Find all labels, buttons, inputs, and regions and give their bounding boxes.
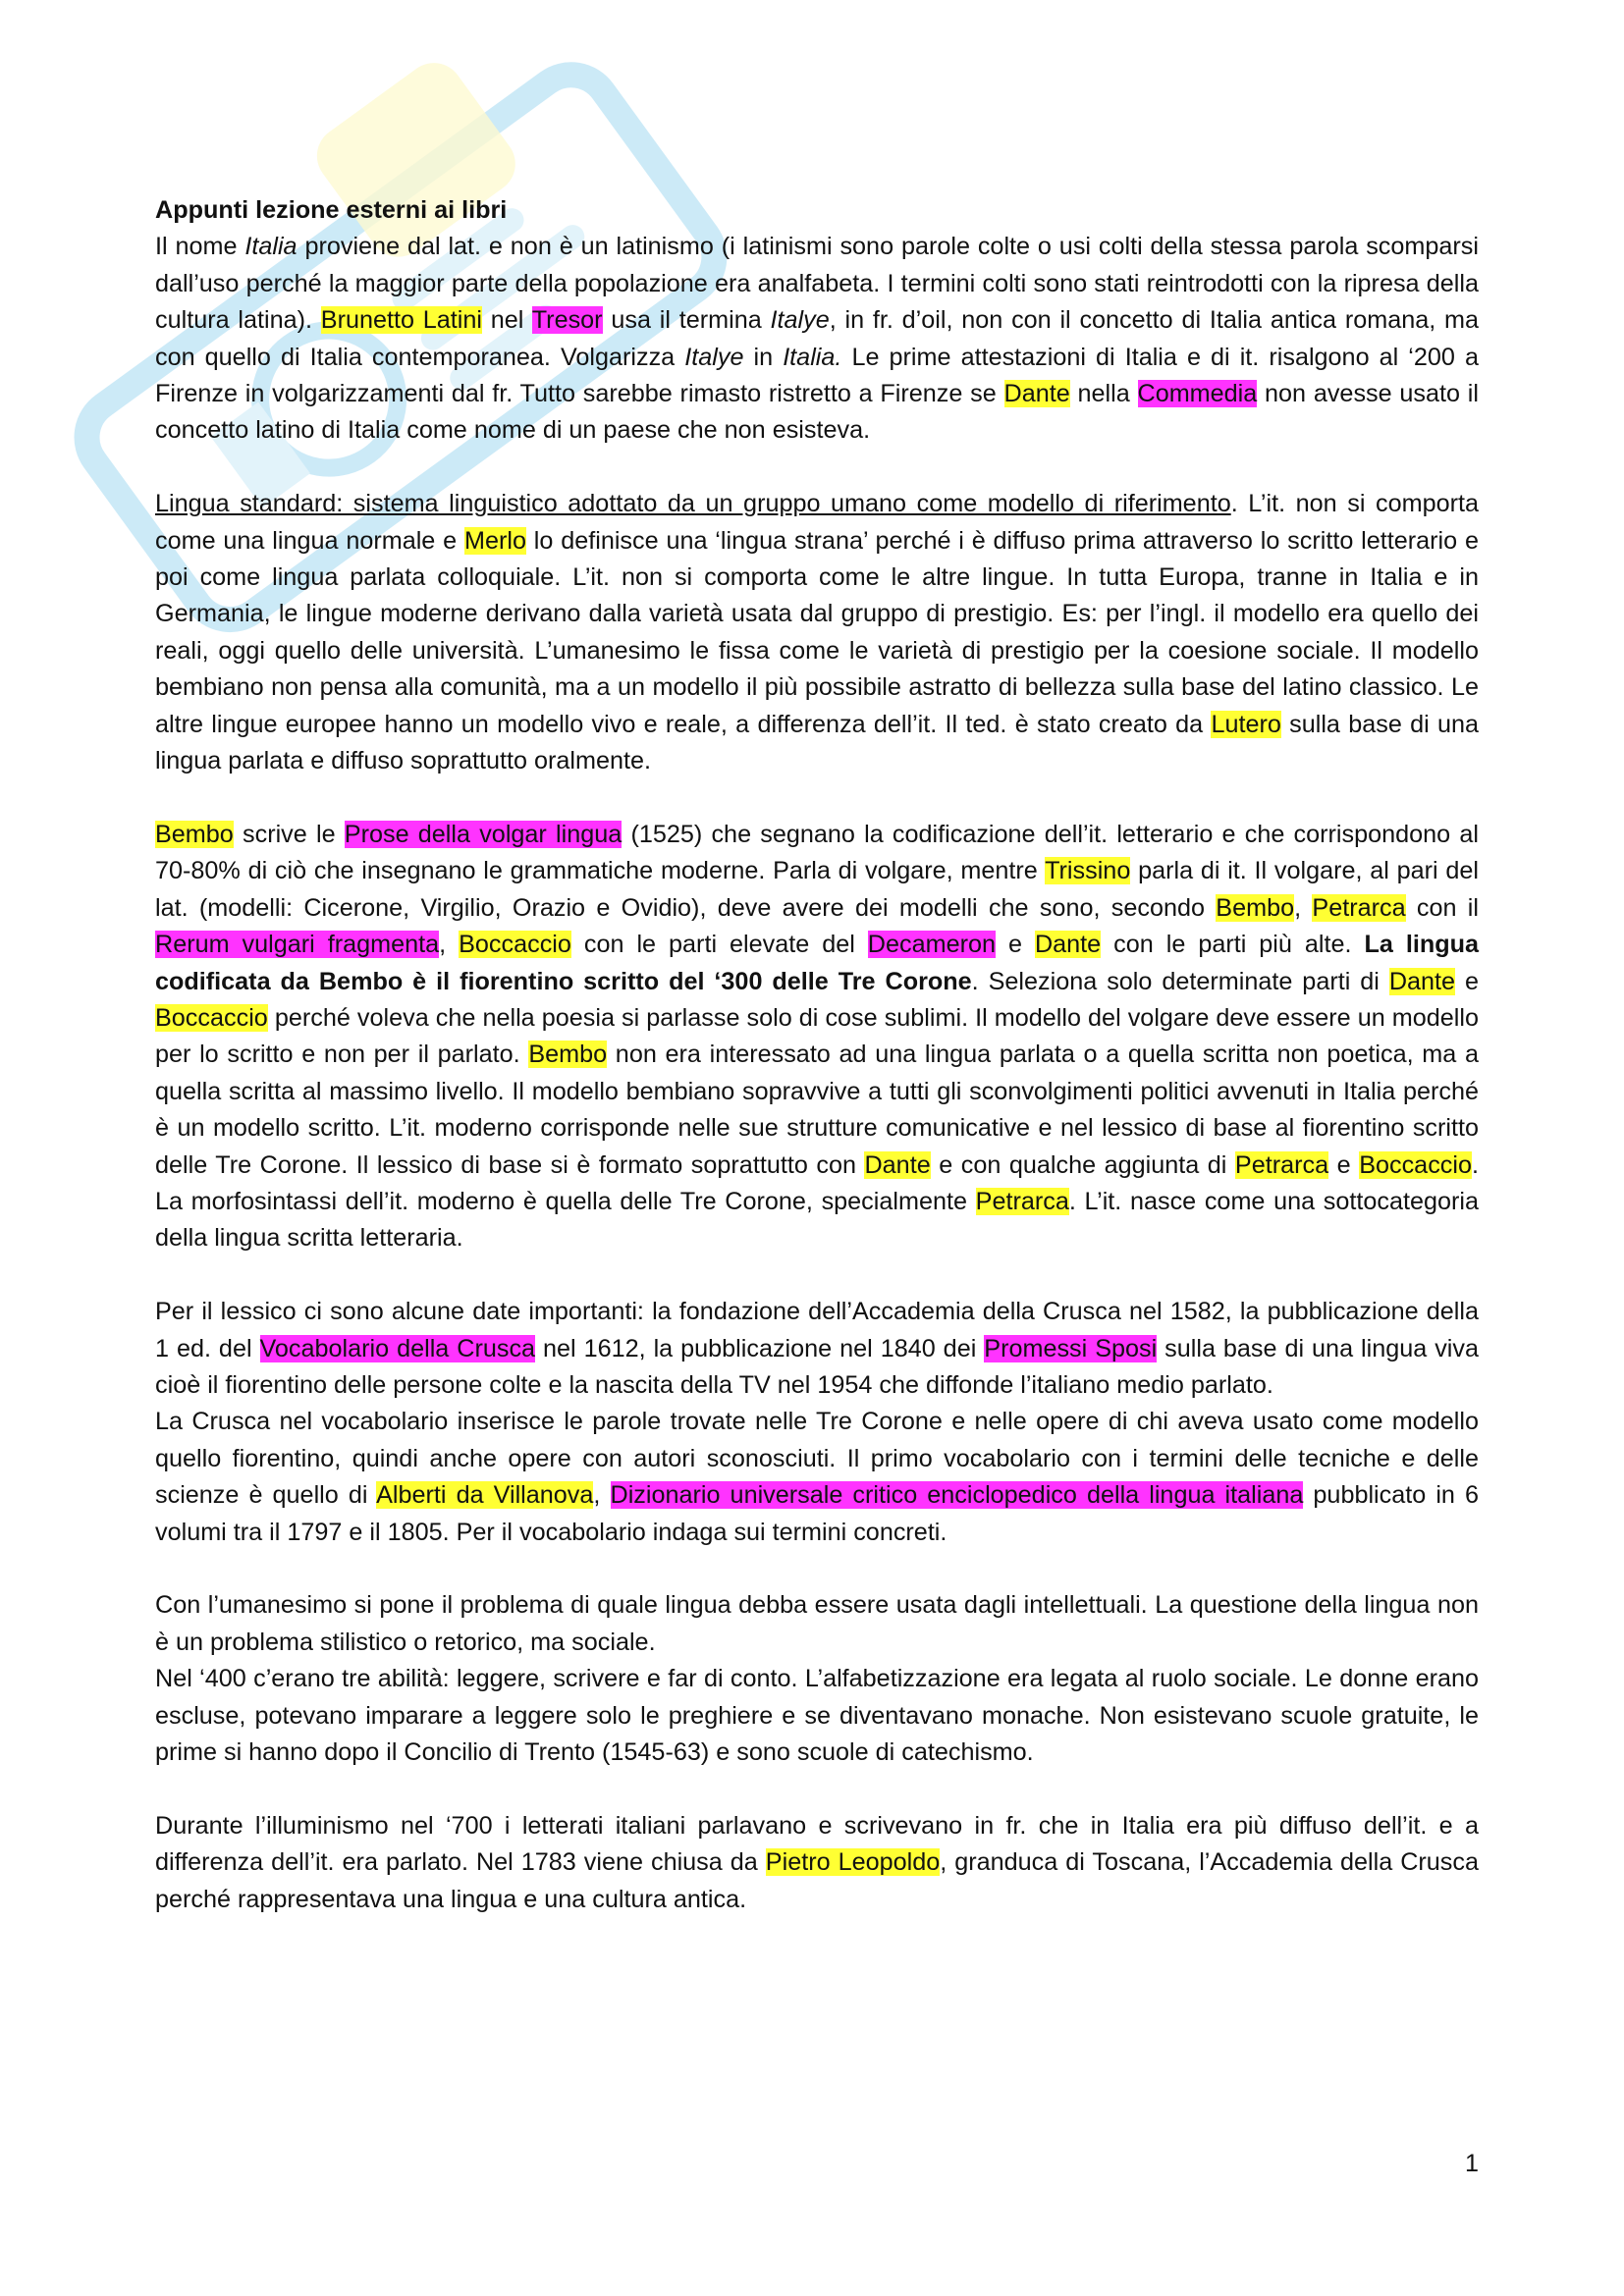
document-title: Appunti lezione esterni ai libri <box>155 196 508 224</box>
page-number: 1 <box>1464 2150 1479 2177</box>
paragraph-umanesimo: Con l’umanesimo si pone il problema di quale lingua debba essere usata dagli intellettuali. La questione della lingua non è un problema stilistico o retorico, ma sociale. <box>155 1591 1479 1656</box>
highlight-author: Dante <box>864 1150 931 1179</box>
paragraph-crusca: La Crusca nel vocabolario inserisce le parole trovate nelle Tre Corone e nelle opere di chi aveva usato come modello quello fiorentino, quindi anche opere con autori sconosciuti. Il primo vocabolario con i termini delle tecniche e delle scienze è quello di Alberti da Villanova, Dizionario universale critico enciclopedico della lingua italiana pubblicato in 6 volumi tra il 1797 e il 1805. Per il vocabolario indaga sui termini concreti. <box>155 1408 1479 1546</box>
highlight-work: Dizionario universale critico enciclopedico della lingua italiana <box>610 1481 1304 1510</box>
highlight-author: Bembo <box>1216 893 1295 922</box>
highlight-author: Dante <box>1003 380 1070 408</box>
highlight-author: Trissino <box>1045 857 1131 885</box>
highlight-author: Bembo <box>155 820 234 848</box>
highlight-author: Dante <box>1388 967 1456 995</box>
highlight-work: Vocabolario della Crusca <box>259 1334 536 1362</box>
highlight-author: Petrarca <box>1234 1150 1329 1179</box>
highlight-author: Alberti da Villanova <box>376 1481 594 1510</box>
highlight-author: Boccaccio <box>155 1003 268 1032</box>
highlight-author: Boccaccio <box>459 931 571 959</box>
bold-statement: La lingua codificata da Bembo è il fiorentino scritto del ‘300 delle Tre Corone <box>155 931 1479 995</box>
highlight-author: Lutero <box>1211 710 1281 738</box>
highlight-work: Prose della volgar lingua <box>344 820 623 848</box>
paragraph-quattrocento: Nel ‘400 c’erano tre abilità: leggere, scrivere e far di conto. L’alfabetizzazione era legata al ruolo sociale. Le donne erano escluse, potevano imparare a leggere solo le preghiere e se diventavano monache. Non esistevano scuole gratuite, le prime si hanno dopo il Concilio di Trento (1545-63) e sono scuole di catechismo. <box>155 1665 1479 1766</box>
definition-underlined: Lingua standard: sistema linguistico adottato da un gruppo umano come modello di riferimento <box>155 490 1231 518</box>
highlight-author: Merlo <box>463 526 526 555</box>
highlight-author: Petrarca <box>1312 893 1406 922</box>
paragraph-origin-italia: Il nome Italia proviene dal lat. e non è un latinismo (i latinismi sono parole colte o usi colti della stessa parola scomparsi dall’uso perché la maggior parte della popolazione era analfabeta. I termini colti sono stati reintrodotti con la ripresa della cultura latina). Brunetto Latini nel Tresor usa il termina Italye, in fr. d’oil, non con il concetto di Italia antica romana, ma con quello di Italia contemporanea. Volgarizza Italye in Italia. Le prime attestazioni di Italia e di it. risalgono al ‘200 a Firenze in volgarizzamenti dal fr. Tutto sarebbe rimasto ristretto a Firenze se Dante nella Commedia non avesse usato il concetto latino di Italia come nome di un paese che non esisteva. <box>155 233 1479 445</box>
document-body <box>155 192 1479 1918</box>
highlight-author: Petrarca <box>975 1187 1069 1215</box>
highlight-work: Decameron <box>867 931 996 959</box>
highlight-author: Dante <box>1034 931 1102 959</box>
paragraph-lingua-standard: Lingua standard: sistema linguistico adottato da un gruppo umano come modello di riferimento. L’it. non si comporta come una lingua normale e Merlo lo definisce una ‘lingua strana’ perché i è diffuso prima attraverso lo scritto letterario e poi come lingua parlata colloquiale. L’it. non si comporta come le altre lingue. In tutta Europa, tranne in Italia e in Germania, le lingue moderne derivano dalla varietà usata dal gruppo di prestigio. Es: per l’ingl. il modello era quello dei reali, oggi quello delle università. L’umanesimo le fissa come le varietà di prestigio per la coesione sociale. Il modello bembiano non pensa alla comunità, ma a un modello il più possibile astratto di bellezza sulla base del latino classico. Le altre lingue europee hanno un modello vivo e reale, a differenza dell’it. Il ted. è stato creato da Lutero sulla base di una lingua parlata e diffuso soprattutto oralmente. <box>155 490 1479 775</box>
paragraph-lessico: Per il lessico ci sono alcune date importanti: la fondazione dell’Accademia della Crusca nel 1582, la pubblicazione della 1 ed. del Vocabolario della Crusca nel 1612, la pubblicazione nel 1840 dei Promessi Sposi sulla base di una lingua viva cioè il fiorentino delle persone colte e la nascita della TV nel 1954 che diffonde l’italiano medio parlato. <box>155 1298 1480 1399</box>
paragraph-illuminismo: Durante l’illuminismo nel ‘700 i letterati italiani parlavano e scrivevano in fr. che in Italia era più diffuso dell’it. e a differenza dell’it. era parlato. Nel 1783 viene chiusa da Pietro Leopoldo, granduca di Toscana, l’Accademia della Crusca perché rappresentava una lingua e una cultura antica. <box>155 1811 1479 1913</box>
highlight-work: Commedia <box>1137 380 1258 408</box>
highlight-work: Rerum vulgari fragmenta <box>155 931 440 959</box>
highlight-author: Brunetto Latini <box>320 306 482 335</box>
highlight-author: Boccaccio <box>1359 1150 1472 1179</box>
highlight-work: Promessi Sposi <box>984 1334 1158 1362</box>
highlight-author: Bembo <box>528 1041 608 1069</box>
highlight-author: Pietro Leopoldo <box>765 1848 941 1877</box>
paragraph-bembo: Bembo scrive le Prose della volgar lingua (1525) che segnano la codificazione dell’it. letterario e che corrispondono al 70-80% di ciò che insegnano le grammatiche moderne. Parla di volgare, mentre Trissino parla di it. Il volgare, al pari del lat. (modelli: Cicerone, Virgilio, Orazio e Ovidio), deve avere dei modelli che sono, secondo Bembo, Petrarca con il Rerum vulgari fragmenta, Boccaccio con le parti elevate del Decameron e Dante con le parti più alte. La lingua codificata da Bembo è il fiorentino scritto del ‘300 delle Tre Corone. Seleziona solo determinate parti di Dante e Boccaccio perché voleva che nella poesia si parlasse solo di cose sublimi. Il modello del volgare deve essere un modello per lo scritto e non per il parlato. Bembo non era interessato ad una lingua parlata o a quella scritta non poetica, ma a quella scritta al massimo livello. Il modello bembiano sopravvive a tutti gli sconvolgimenti politici avvenuti in Italia perché è un modello scritto. L’it. moderno corrisponde nelle sue strutture comunicative e nel lessico di base al fiorentino scritto delle Tre Corone. Il lessico di base si è formato soprattutto con Dante e con qualche aggiunta di Petrarca e Boccaccio. La morfosintassi dell’it. moderno è quella delle Tre Corone, specialmente Petrarca. L’it. nasce come una sottocategoria della lingua scritta letteraria. <box>155 820 1480 1253</box>
highlight-work: Tresor <box>531 306 603 335</box>
